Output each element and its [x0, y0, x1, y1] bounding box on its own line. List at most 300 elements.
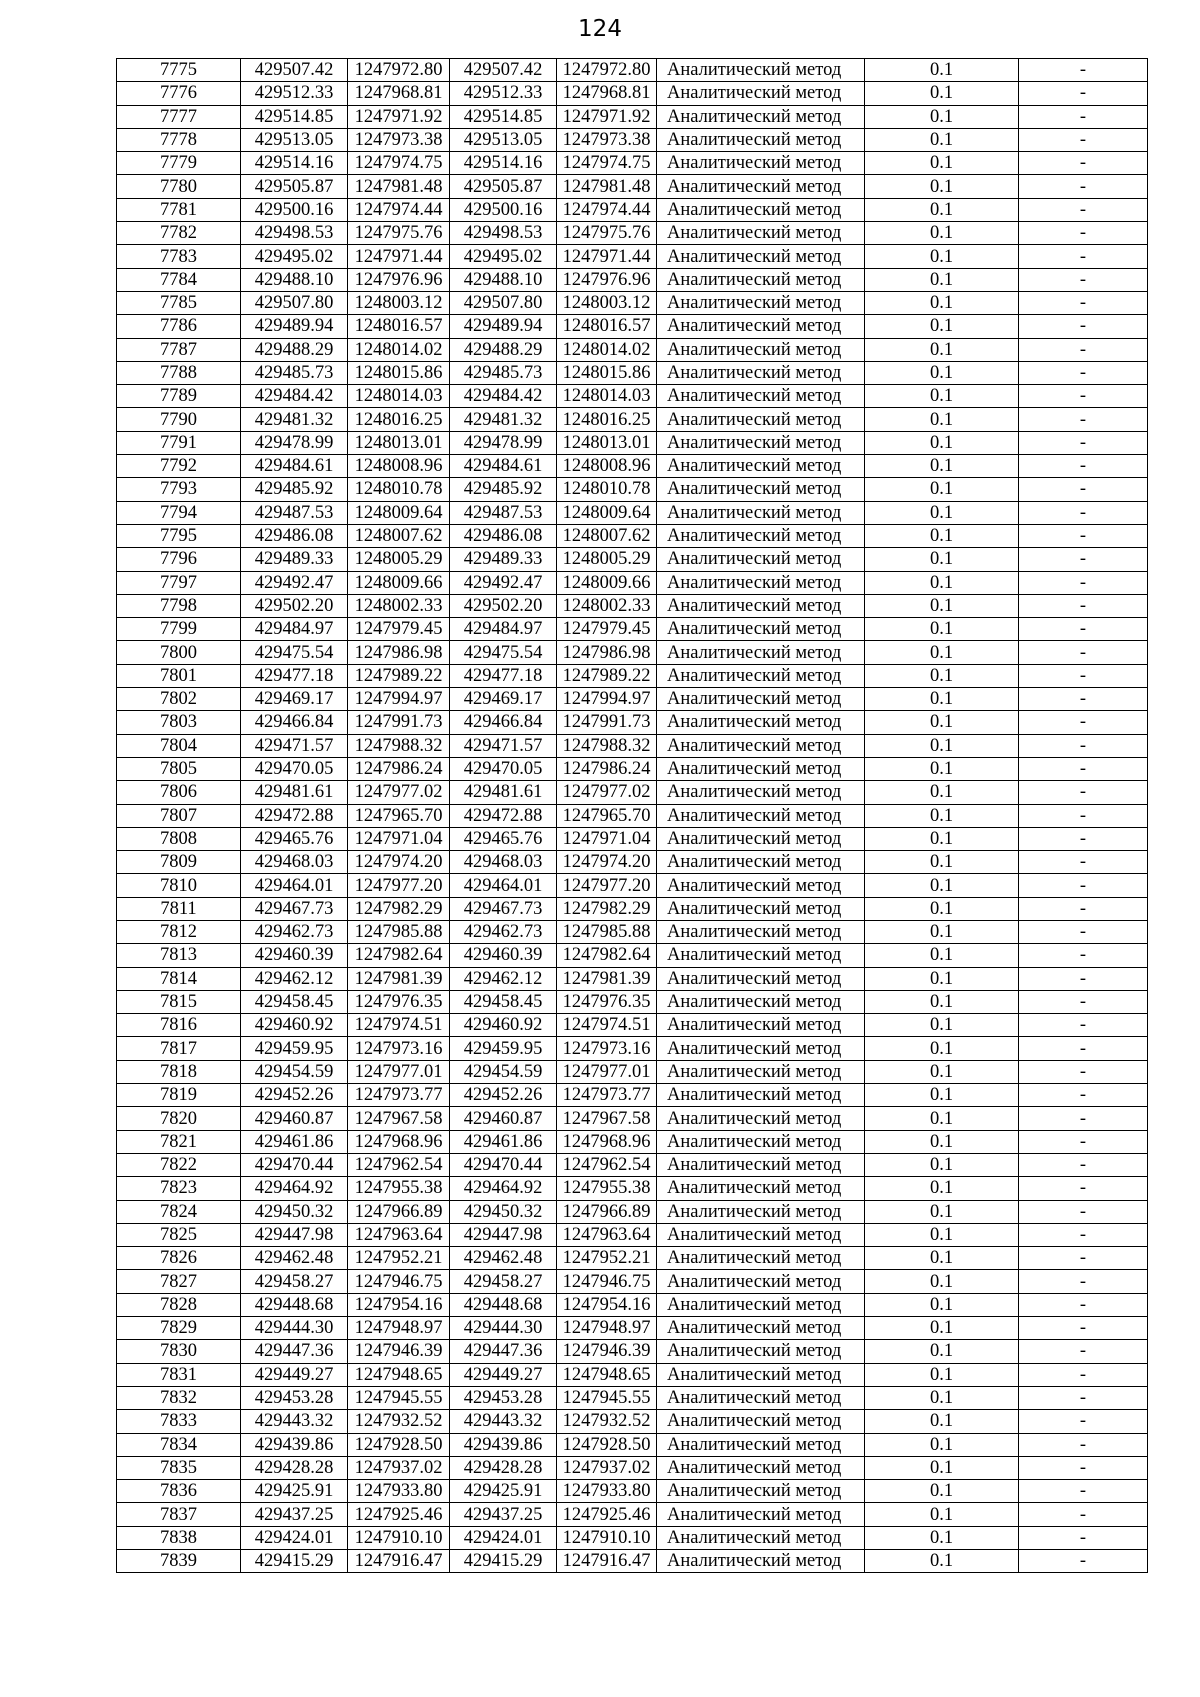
- x-coordinate-2-cell: 429489.94: [450, 315, 557, 338]
- x-coordinate-2-cell: 429481.32: [450, 408, 557, 431]
- x-coordinate-cell: 429500.16: [241, 198, 348, 221]
- x-coordinate-cell: 429444.30: [241, 1317, 348, 1340]
- method-cell: Аналитический метод: [657, 1200, 865, 1223]
- table-row: [117, 781, 1148, 804]
- x-coordinate-2-cell: 429450.32: [450, 1200, 557, 1223]
- point-number-cell: 7813: [117, 944, 241, 967]
- x-coordinate-cell: 429439.86: [241, 1433, 348, 1456]
- description-cell: -: [1019, 1130, 1148, 1153]
- y-coordinate-2-cell: 1247971.04: [557, 827, 657, 850]
- x-coordinate-cell: 429458.27: [241, 1270, 348, 1293]
- point-number-cell: 7822: [117, 1153, 241, 1176]
- y-coordinate-cell: 1247971.44: [348, 245, 450, 268]
- method-cell: Аналитический метод: [657, 1480, 865, 1503]
- y-coordinate-cell: 1247991.73: [348, 711, 450, 734]
- accuracy-cell: 0.1: [865, 1037, 1019, 1060]
- description-cell: -: [1019, 664, 1148, 687]
- x-coordinate-cell: 429513.05: [241, 128, 348, 151]
- y-coordinate-2-cell: 1247974.75: [557, 152, 657, 175]
- y-coordinate-2-cell: 1248002.33: [557, 594, 657, 617]
- y-coordinate-2-cell: 1247928.50: [557, 1433, 657, 1456]
- y-coordinate-cell: 1247967.58: [348, 1107, 450, 1130]
- table-row: [117, 361, 1148, 384]
- x-coordinate-2-cell: 429514.85: [450, 105, 557, 128]
- y-coordinate-cell: 1247974.75: [348, 152, 450, 175]
- method-cell: Аналитический метод: [657, 361, 865, 384]
- description-cell: -: [1019, 361, 1148, 384]
- point-number-cell: 7814: [117, 967, 241, 990]
- accuracy-cell: 0.1: [865, 291, 1019, 314]
- point-number-cell: 7812: [117, 920, 241, 943]
- description-cell: -: [1019, 757, 1148, 780]
- x-coordinate-cell: 429424.01: [241, 1526, 348, 1549]
- x-coordinate-2-cell: 429492.47: [450, 571, 557, 594]
- accuracy-cell: 0.1: [865, 524, 1019, 547]
- y-coordinate-2-cell: 1247971.44: [557, 245, 657, 268]
- y-coordinate-2-cell: 1248016.57: [557, 315, 657, 338]
- accuracy-cell: 0.1: [865, 361, 1019, 384]
- x-coordinate-cell: 429437.25: [241, 1503, 348, 1526]
- method-cell: Аналитический метод: [657, 1550, 865, 1573]
- x-coordinate-2-cell: 429460.92: [450, 1014, 557, 1037]
- description-cell: -: [1019, 1200, 1148, 1223]
- table-row: [117, 1410, 1148, 1433]
- y-coordinate-cell: 1247966.89: [348, 1200, 450, 1223]
- method-cell: Аналитический метод: [657, 1223, 865, 1246]
- description-cell: -: [1019, 1480, 1148, 1503]
- method-cell: Аналитический метод: [657, 1270, 865, 1293]
- y-coordinate-cell: 1247976.35: [348, 990, 450, 1013]
- x-coordinate-cell: 429478.99: [241, 431, 348, 454]
- y-coordinate-cell: 1247954.16: [348, 1293, 450, 1316]
- x-coordinate-cell: 429514.85: [241, 105, 348, 128]
- accuracy-cell: 0.1: [865, 82, 1019, 105]
- x-coordinate-cell: 429461.86: [241, 1130, 348, 1153]
- x-coordinate-cell: 429512.33: [241, 82, 348, 105]
- description-cell: -: [1019, 1386, 1148, 1409]
- accuracy-cell: 0.1: [865, 1317, 1019, 1340]
- y-coordinate-2-cell: 1247981.48: [557, 175, 657, 198]
- y-coordinate-2-cell: 1247986.98: [557, 641, 657, 664]
- description-cell: -: [1019, 478, 1148, 501]
- point-number-cell: 7788: [117, 361, 241, 384]
- accuracy-cell: 0.1: [865, 1293, 1019, 1316]
- x-coordinate-2-cell: 429447.98: [450, 1223, 557, 1246]
- accuracy-cell: 0.1: [865, 1060, 1019, 1083]
- accuracy-cell: 0.1: [865, 1107, 1019, 1130]
- y-coordinate-2-cell: 1247945.55: [557, 1386, 657, 1409]
- point-number-cell: 7839: [117, 1550, 241, 1573]
- x-coordinate-2-cell: 429444.30: [450, 1317, 557, 1340]
- point-number-cell: 7823: [117, 1177, 241, 1200]
- y-coordinate-2-cell: 1247954.16: [557, 1293, 657, 1316]
- description-cell: -: [1019, 1223, 1148, 1246]
- table-row: [117, 408, 1148, 431]
- method-cell: Аналитический метод: [657, 1293, 865, 1316]
- method-cell: Аналитический метод: [657, 82, 865, 105]
- y-coordinate-cell: 1247973.77: [348, 1084, 450, 1107]
- table-row: [117, 245, 1148, 268]
- y-coordinate-2-cell: 1247973.38: [557, 128, 657, 151]
- x-coordinate-cell: 429462.48: [241, 1247, 348, 1270]
- point-number-cell: 7834: [117, 1433, 241, 1456]
- table-row: [117, 548, 1148, 571]
- method-cell: Аналитический метод: [657, 291, 865, 314]
- y-coordinate-cell: 1247928.50: [348, 1433, 450, 1456]
- y-coordinate-cell: 1247968.81: [348, 82, 450, 105]
- table-row: [117, 1107, 1148, 1130]
- table-row: [117, 128, 1148, 151]
- y-coordinate-cell: 1247933.80: [348, 1480, 450, 1503]
- y-coordinate-2-cell: 1247955.38: [557, 1177, 657, 1200]
- description-cell: -: [1019, 455, 1148, 478]
- method-cell: Аналитический метод: [657, 478, 865, 501]
- method-cell: Аналитический метод: [657, 757, 865, 780]
- x-coordinate-cell: 429415.29: [241, 1550, 348, 1573]
- method-cell: Аналитический метод: [657, 408, 865, 431]
- accuracy-cell: 0.1: [865, 781, 1019, 804]
- method-cell: Аналитический метод: [657, 897, 865, 920]
- point-number-cell: 7816: [117, 1014, 241, 1037]
- y-coordinate-2-cell: 1247973.77: [557, 1084, 657, 1107]
- y-coordinate-2-cell: 1247963.64: [557, 1223, 657, 1246]
- y-coordinate-cell: 1248008.96: [348, 455, 450, 478]
- x-coordinate-cell: 429484.61: [241, 455, 348, 478]
- point-number-cell: 7829: [117, 1317, 241, 1340]
- y-coordinate-cell: 1248005.29: [348, 548, 450, 571]
- table-row: [117, 315, 1148, 338]
- table-row: [117, 524, 1148, 547]
- description-cell: -: [1019, 1270, 1148, 1293]
- x-coordinate-cell: 429448.68: [241, 1293, 348, 1316]
- point-number-cell: 7784: [117, 268, 241, 291]
- method-cell: Аналитический метод: [657, 338, 865, 361]
- accuracy-cell: 0.1: [865, 501, 1019, 524]
- accuracy-cell: 0.1: [865, 338, 1019, 361]
- y-coordinate-2-cell: 1248009.64: [557, 501, 657, 524]
- y-coordinate-2-cell: 1247977.02: [557, 781, 657, 804]
- x-coordinate-cell: 429514.16: [241, 152, 348, 175]
- y-coordinate-cell: 1247974.44: [348, 198, 450, 221]
- y-coordinate-cell: 1247979.45: [348, 618, 450, 641]
- description-cell: -: [1019, 1456, 1148, 1479]
- table-row: [117, 711, 1148, 734]
- y-coordinate-2-cell: 1248015.86: [557, 361, 657, 384]
- y-coordinate-cell: 1247973.38: [348, 128, 450, 151]
- x-coordinate-cell: 429467.73: [241, 897, 348, 920]
- y-coordinate-cell: 1248013.01: [348, 431, 450, 454]
- x-coordinate-2-cell: 429507.80: [450, 291, 557, 314]
- description-cell: -: [1019, 1433, 1148, 1456]
- table-row: [117, 59, 1148, 82]
- y-coordinate-cell: 1248016.57: [348, 315, 450, 338]
- method-cell: Аналитический метод: [657, 222, 865, 245]
- table-row: [117, 1177, 1148, 1200]
- x-coordinate-2-cell: 429462.48: [450, 1247, 557, 1270]
- accuracy-cell: 0.1: [865, 944, 1019, 967]
- point-number-cell: 7824: [117, 1200, 241, 1223]
- point-number-cell: 7785: [117, 291, 241, 314]
- description-cell: -: [1019, 734, 1148, 757]
- x-coordinate-2-cell: 429498.53: [450, 222, 557, 245]
- accuracy-cell: 0.1: [865, 175, 1019, 198]
- point-number-cell: 7799: [117, 618, 241, 641]
- method-cell: Аналитический метод: [657, 385, 865, 408]
- description-cell: -: [1019, 222, 1148, 245]
- x-coordinate-cell: 429465.76: [241, 827, 348, 850]
- description-cell: -: [1019, 1014, 1148, 1037]
- y-coordinate-2-cell: 1247966.89: [557, 1200, 657, 1223]
- y-coordinate-cell: 1247982.64: [348, 944, 450, 967]
- description-cell: -: [1019, 1247, 1148, 1270]
- x-coordinate-2-cell: 429513.05: [450, 128, 557, 151]
- x-coordinate-2-cell: 429484.61: [450, 455, 557, 478]
- point-number-cell: 7801: [117, 664, 241, 687]
- point-number-cell: 7775: [117, 59, 241, 82]
- x-coordinate-cell: 429459.95: [241, 1037, 348, 1060]
- description-cell: -: [1019, 105, 1148, 128]
- x-coordinate-cell: 429507.42: [241, 59, 348, 82]
- method-cell: Аналитический метод: [657, 1177, 865, 1200]
- y-coordinate-2-cell: 1247994.97: [557, 688, 657, 711]
- x-coordinate-cell: 429507.80: [241, 291, 348, 314]
- point-number-cell: 7828: [117, 1293, 241, 1316]
- point-number-cell: 7786: [117, 315, 241, 338]
- y-coordinate-cell: 1248010.78: [348, 478, 450, 501]
- accuracy-cell: 0.1: [865, 990, 1019, 1013]
- table-row: [117, 1363, 1148, 1386]
- x-coordinate-2-cell: 429485.92: [450, 478, 557, 501]
- accuracy-cell: 0.1: [865, 920, 1019, 943]
- y-coordinate-cell: 1248007.62: [348, 524, 450, 547]
- y-coordinate-cell: 1247986.98: [348, 641, 450, 664]
- point-number-cell: 7825: [117, 1223, 241, 1246]
- point-number-cell: 7791: [117, 431, 241, 454]
- y-coordinate-cell: 1247974.20: [348, 851, 450, 874]
- y-coordinate-2-cell: 1247991.73: [557, 711, 657, 734]
- method-cell: Аналитический метод: [657, 455, 865, 478]
- method-cell: Аналитический метод: [657, 1037, 865, 1060]
- y-coordinate-cell: 1247985.88: [348, 920, 450, 943]
- accuracy-cell: 0.1: [865, 548, 1019, 571]
- accuracy-cell: 0.1: [865, 1177, 1019, 1200]
- y-coordinate-2-cell: 1247968.96: [557, 1130, 657, 1153]
- accuracy-cell: 0.1: [865, 711, 1019, 734]
- y-coordinate-2-cell: 1247910.10: [557, 1526, 657, 1549]
- method-cell: Аналитический метод: [657, 1153, 865, 1176]
- table-row: [117, 1433, 1148, 1456]
- point-number-cell: 7782: [117, 222, 241, 245]
- point-number-cell: 7798: [117, 594, 241, 617]
- y-coordinate-cell: 1248016.25: [348, 408, 450, 431]
- method-cell: Аналитический метод: [657, 1247, 865, 1270]
- accuracy-cell: 0.1: [865, 897, 1019, 920]
- table-row: [117, 641, 1148, 664]
- method-cell: Аналитический метод: [657, 1130, 865, 1153]
- x-coordinate-cell: 429447.98: [241, 1223, 348, 1246]
- point-number-cell: 7781: [117, 198, 241, 221]
- y-coordinate-cell: 1248014.03: [348, 385, 450, 408]
- method-cell: Аналитический метод: [657, 734, 865, 757]
- description-cell: -: [1019, 152, 1148, 175]
- x-coordinate-2-cell: 429512.33: [450, 82, 557, 105]
- y-coordinate-2-cell: 1247975.76: [557, 222, 657, 245]
- method-cell: Аналитический метод: [657, 967, 865, 990]
- table-row: [117, 268, 1148, 291]
- y-coordinate-cell: 1247989.22: [348, 664, 450, 687]
- x-coordinate-2-cell: 429460.39: [450, 944, 557, 967]
- method-cell: Аналитический метод: [657, 1433, 865, 1456]
- x-coordinate-2-cell: 429465.76: [450, 827, 557, 850]
- x-coordinate-2-cell: 429471.57: [450, 734, 557, 757]
- x-coordinate-2-cell: 429464.01: [450, 874, 557, 897]
- method-cell: Аналитический метод: [657, 688, 865, 711]
- y-coordinate-cell: 1247972.80: [348, 59, 450, 82]
- x-coordinate-2-cell: 429475.54: [450, 641, 557, 664]
- description-cell: -: [1019, 59, 1148, 82]
- table-row: [117, 478, 1148, 501]
- table-row: [117, 571, 1148, 594]
- accuracy-cell: 0.1: [865, 618, 1019, 641]
- table-row: [117, 105, 1148, 128]
- y-coordinate-2-cell: 1248014.02: [557, 338, 657, 361]
- method-cell: Аналитический метод: [657, 175, 865, 198]
- y-coordinate-cell: 1247946.39: [348, 1340, 450, 1363]
- accuracy-cell: 0.1: [865, 1363, 1019, 1386]
- point-number-cell: 7838: [117, 1526, 241, 1549]
- y-coordinate-2-cell: 1247982.64: [557, 944, 657, 967]
- y-coordinate-2-cell: 1247974.44: [557, 198, 657, 221]
- table-row: [117, 734, 1148, 757]
- x-coordinate-2-cell: 429470.44: [450, 1153, 557, 1176]
- table-row: [117, 990, 1148, 1013]
- table-row: [117, 1503, 1148, 1526]
- y-coordinate-cell: 1247963.64: [348, 1223, 450, 1246]
- point-number-cell: 7837: [117, 1503, 241, 1526]
- y-coordinate-cell: 1247952.21: [348, 1247, 450, 1270]
- y-coordinate-cell: 1247977.20: [348, 874, 450, 897]
- x-coordinate-cell: 429470.44: [241, 1153, 348, 1176]
- description-cell: -: [1019, 338, 1148, 361]
- y-coordinate-cell: 1247971.04: [348, 827, 450, 850]
- description-cell: -: [1019, 641, 1148, 664]
- point-number-cell: 7819: [117, 1084, 241, 1107]
- method-cell: Аналитический метод: [657, 315, 865, 338]
- description-cell: -: [1019, 781, 1148, 804]
- coordinates-table: [116, 58, 1148, 1573]
- x-coordinate-cell: 429489.33: [241, 548, 348, 571]
- table-row: [117, 851, 1148, 874]
- point-number-cell: 7830: [117, 1340, 241, 1363]
- method-cell: Аналитический метод: [657, 944, 865, 967]
- x-coordinate-2-cell: 429453.28: [450, 1386, 557, 1409]
- description-cell: -: [1019, 1037, 1148, 1060]
- method-cell: Аналитический метод: [657, 1107, 865, 1130]
- x-coordinate-cell: 429425.91: [241, 1480, 348, 1503]
- description-cell: -: [1019, 1060, 1148, 1083]
- method-cell: Аналитический метод: [657, 105, 865, 128]
- accuracy-cell: 0.1: [865, 688, 1019, 711]
- table-row: [117, 804, 1148, 827]
- description-cell: -: [1019, 1340, 1148, 1363]
- point-number-cell: 7780: [117, 175, 241, 198]
- accuracy-cell: 0.1: [865, 757, 1019, 780]
- y-coordinate-cell: 1247932.52: [348, 1410, 450, 1433]
- y-coordinate-2-cell: 1247985.88: [557, 920, 657, 943]
- accuracy-cell: 0.1: [865, 222, 1019, 245]
- description-cell: -: [1019, 128, 1148, 151]
- y-coordinate-2-cell: 1247974.51: [557, 1014, 657, 1037]
- method-cell: Аналитический метод: [657, 920, 865, 943]
- x-coordinate-2-cell: 429462.12: [450, 967, 557, 990]
- table-row: [117, 338, 1148, 361]
- y-coordinate-2-cell: 1248014.03: [557, 385, 657, 408]
- description-cell: -: [1019, 385, 1148, 408]
- x-coordinate-2-cell: 429505.87: [450, 175, 557, 198]
- y-coordinate-cell: 1247916.47: [348, 1550, 450, 1573]
- accuracy-cell: 0.1: [865, 1084, 1019, 1107]
- y-coordinate-cell: 1247988.32: [348, 734, 450, 757]
- accuracy-cell: 0.1: [865, 1526, 1019, 1549]
- x-coordinate-cell: 429460.87: [241, 1107, 348, 1130]
- description-cell: -: [1019, 431, 1148, 454]
- description-cell: -: [1019, 1107, 1148, 1130]
- x-coordinate-2-cell: 429415.29: [450, 1550, 557, 1573]
- method-cell: Аналитический метод: [657, 874, 865, 897]
- method-cell: Аналитический метод: [657, 594, 865, 617]
- point-number-cell: 7800: [117, 641, 241, 664]
- y-coordinate-cell: 1248009.66: [348, 571, 450, 594]
- table-row: [117, 1037, 1148, 1060]
- table-row: [117, 1386, 1148, 1409]
- table-row: [117, 1200, 1148, 1223]
- y-coordinate-2-cell: 1247979.45: [557, 618, 657, 641]
- point-number-cell: 7795: [117, 524, 241, 547]
- x-coordinate-cell: 429450.32: [241, 1200, 348, 1223]
- x-coordinate-2-cell: 429462.73: [450, 920, 557, 943]
- method-cell: Аналитический метод: [657, 1526, 865, 1549]
- accuracy-cell: 0.1: [865, 1247, 1019, 1270]
- table-row: [117, 1014, 1148, 1037]
- table-row: [117, 1084, 1148, 1107]
- x-coordinate-cell: 429485.73: [241, 361, 348, 384]
- table-row: [117, 455, 1148, 478]
- accuracy-cell: 0.1: [865, 1270, 1019, 1293]
- x-coordinate-2-cell: 429452.26: [450, 1084, 557, 1107]
- point-number-cell: 7792: [117, 455, 241, 478]
- x-coordinate-2-cell: 429487.53: [450, 501, 557, 524]
- point-number-cell: 7836: [117, 1480, 241, 1503]
- y-coordinate-cell: 1247975.76: [348, 222, 450, 245]
- accuracy-cell: 0.1: [865, 804, 1019, 827]
- table-row: [117, 1270, 1148, 1293]
- x-coordinate-cell: 429460.39: [241, 944, 348, 967]
- method-cell: Аналитический метод: [657, 548, 865, 571]
- y-coordinate-cell: 1247948.97: [348, 1317, 450, 1340]
- method-cell: Аналитический метод: [657, 571, 865, 594]
- x-coordinate-2-cell: 429489.33: [450, 548, 557, 571]
- table-row: [117, 431, 1148, 454]
- description-cell: -: [1019, 524, 1148, 547]
- y-coordinate-2-cell: 1247968.81: [557, 82, 657, 105]
- x-coordinate-2-cell: 429464.92: [450, 1177, 557, 1200]
- method-cell: Аналитический метод: [657, 851, 865, 874]
- table-row: [117, 1480, 1148, 1503]
- method-cell: Аналитический метод: [657, 781, 865, 804]
- x-coordinate-2-cell: 429514.16: [450, 152, 557, 175]
- description-cell: -: [1019, 804, 1148, 827]
- y-coordinate-2-cell: 1248005.29: [557, 548, 657, 571]
